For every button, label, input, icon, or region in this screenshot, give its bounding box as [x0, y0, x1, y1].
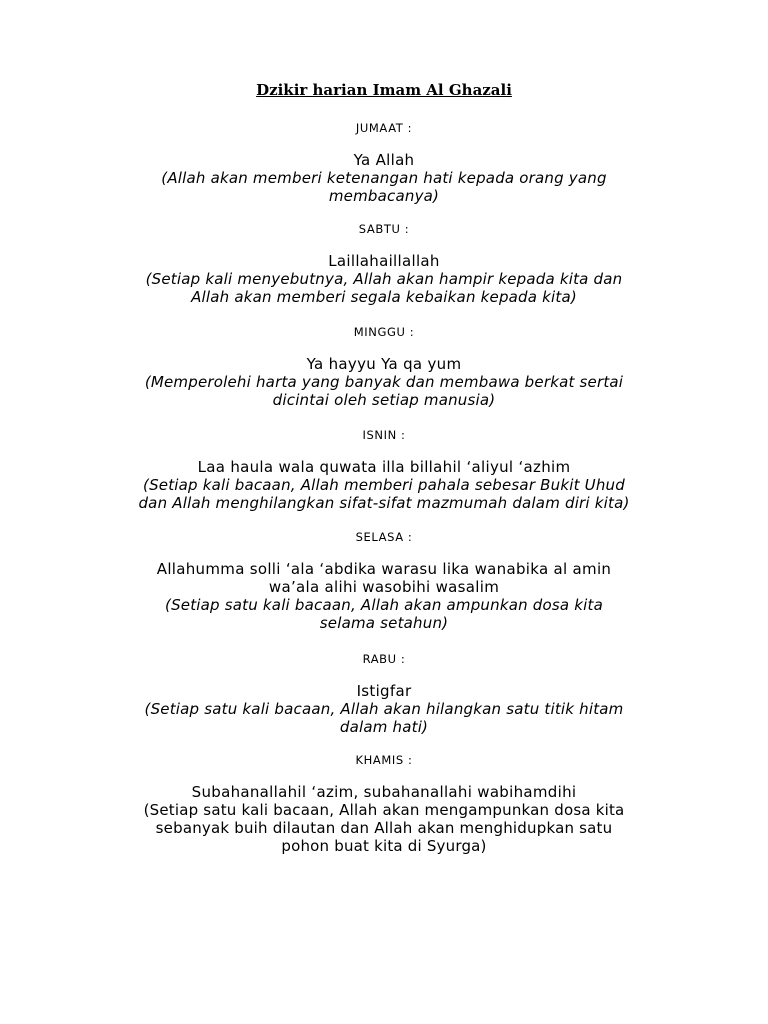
meaning-text: dalam hati) [339, 718, 429, 736]
meaning-text: (Allah akan memberi ketenangan hati kepada orang yang [161, 169, 607, 187]
section-selasa [84, 530, 684, 632]
meaning-text: pohon buat kita di Syurga) [281, 837, 487, 855]
meaning-text: (Setiap satu kali bacaan, Allah akan mengampunkan dosa kita [143, 801, 625, 819]
dzikir-text: Laillahaillallah [328, 252, 440, 270]
day-label: ISNIN : [362, 428, 406, 442]
meaning-text: (Setiap kali bacaan, Allah memberi pahala sebesar Bukit Uhud [143, 476, 625, 494]
dzikir-text: Ya Allah [353, 151, 415, 169]
meaning-text: selama setahun) [319, 614, 449, 632]
dzikir-text: Istigfar [356, 682, 412, 700]
meaning-text: sebanyak buih dilautan dan Allah akan menghidupkan satu [155, 819, 613, 837]
meaning-text: (Setiap satu kali bacaan, Allah akan ampunkan dosa kita [165, 596, 603, 614]
section-isnin [84, 428, 684, 512]
meaning-text: dan Allah menghilangkan sifat-sifat mazmumah dalam diri kita) [138, 494, 630, 512]
day-label: JUMAAT : [355, 121, 413, 135]
meaning-text: Allah akan memberi segala kebaikan kepada kita) [191, 288, 577, 306]
meaning-text: (Setiap satu kali bacaan, Allah akan hilangkan satu titik hitam [144, 700, 624, 718]
dzikir-text: wa’ala alihi wasobihi wasalim [268, 578, 500, 596]
meaning-text: membacanya) [328, 187, 440, 205]
dzikir-text: Allahumma solli ‘ala ‘abdika warasu lika wanabika al amin [156, 560, 612, 578]
dzikir-text: Subahanallahil ‘azim, subahanallahi wabihamdihi [191, 783, 577, 801]
section-rabu [84, 652, 684, 736]
meaning-text: (Memperolehi harta yang banyak dan membawa berkat sertai [144, 373, 624, 391]
dzikir-text: Ya hayyu Ya qa yum [306, 355, 462, 373]
day-label: KHAMIS : [355, 753, 413, 767]
day-label: RABU : [362, 652, 406, 666]
section-minggu [84, 325, 684, 409]
section-jumaat [84, 121, 684, 205]
meaning-text: (Setiap kali menyebutnya, Allah akan hampir kepada kita dan [145, 270, 623, 288]
page-title: Dzikir harian Imam Al Ghazali [256, 81, 512, 99]
day-label: MINGGU : [353, 325, 415, 339]
section-sabtu [84, 222, 684, 306]
meaning-text: dicintai oleh setiap manusia) [272, 391, 496, 409]
day-label: SELASA : [355, 530, 413, 544]
day-label: SABTU : [358, 222, 410, 236]
section-khamis [84, 753, 684, 855]
dzikir-text: Laa haula wala quwata illa billahil ‘aliyul ‘azhim [197, 458, 571, 476]
